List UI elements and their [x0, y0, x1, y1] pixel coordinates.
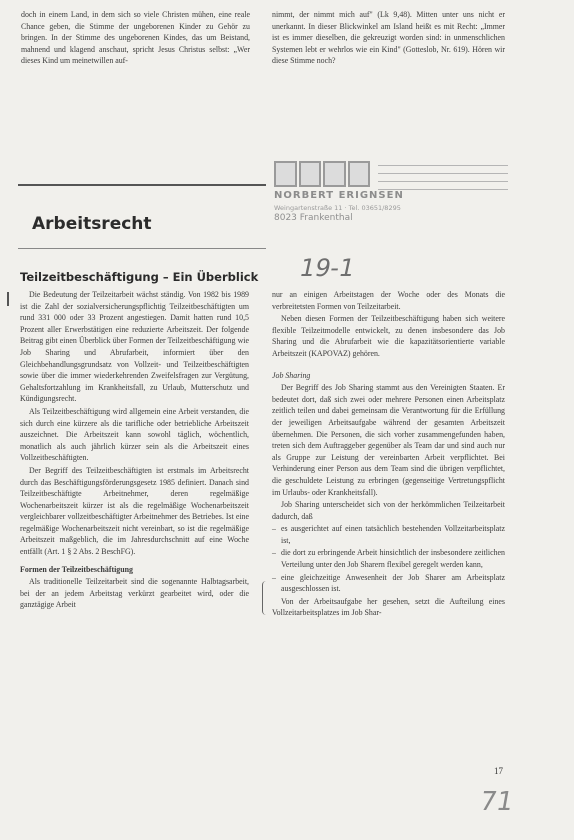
list-item: – es ausgerichtet auf einen tatsächlich bestehenden Vollzeitarbeitsplatz ist, — [272, 524, 505, 545]
handwritten-page-annotation: 71 — [477, 787, 516, 817]
paragraph: Als traditionelle Teilzeitarbeit sind die sogenannte Halbtagsarbeit, bei der an jedem Arbeitstag verkürzt gearbeitet wird, oder die ganztägige Arbeit — [20, 577, 249, 610]
stamp-name: NORBERT ERIGNSEN — [274, 190, 404, 201]
divider — [18, 248, 266, 249]
subheading: Formen der Teilzeitbeschäftigung — [20, 564, 133, 574]
paragraph: Von der Arbeitsaufgabe her gesehen, setzt die Aufteilung eines Vollzeitarbeitsplatzes im Job Shar- — [272, 596, 505, 618]
paragraph: nimmt, der nimmt mich auf" (Lk 9,48). Mitten unter uns nicht er unerkannt. In dieser Blickwinkel am Island heißt es mit Recht: „Immer ist es immer dieselben, die gekreuzigt worden sind: in unmenschlichen Systemen lebt er wehrlos wie ein Kind" (Gotteslob, Nr. 619). Hören wir diese Stimme noch? — [272, 10, 505, 66]
subheading: Job Sharing — [272, 370, 311, 380]
article-column-right — [272, 289, 505, 619]
list-item: – eine gleichzeitige Anwesenheit der Job Sharer am Arbeitsplatz ausgeschlossen ist. — [272, 572, 505, 594]
page-number: 17 — [494, 766, 503, 776]
section-title: Arbeitsrecht — [32, 214, 152, 234]
stamp-city: 8023 Frankenthal — [274, 213, 353, 223]
article-column-left — [20, 289, 249, 611]
paragraph: Der Begriff des Teilzeitbeschäftigten ist erstmals im Arbeitsrecht durch das Beschäftigungsförderungsgesetz 1985 definiert. Danach sind Teilzeitbeschäftigte Arbeitnehmer, deren regelmäßige Wochenarbeitszeit kürzer ist als die regelmäßige Wochenarbeitszeit vergleichbarer vollzeitbeschäftigter Arbeitnehmer des Betriebes. Ist eine regelmäßige Wochenarbeitszeit nicht vereinbart, so ist die regelmäßige Arbeitszeit maßgeblich, die im Jahresdurchschnitt auf eine Woche entfällt (Art. 1 § 2 Abs. 2 BeschFG). — [20, 465, 249, 557]
paragraph: Die Bedeutung der Teilzeitarbeit wächst ständig. Von 1982 bis 1989 ist die Zahl der sozialversicherungspflichtig Teilzeitbeschäftigten um rund 331 000 oder 33 Prozent angestiegen. Damit hatten rund 10,5 Prozent aller Erwerbstätigen eine reduzierte Arbeitszeit. Der folgende Beitrag gibt einen Überblick über Formen der Teilzeitbeschäftigung wie Job Sharing und Abrufarbeit, informiert über den Gleichbehandlungsgrundsatz von Vollzeit- und Teilzeitbeschäftigten sowie über die immer wiederkehrenden Zweifelsfragen zur Vergütung, Gehaltsfortzahlung im Krankheitsfall, zu Urlaub, Mutterschutz und Kündigungsrecht. — [20, 290, 249, 404]
stamp-logo — [274, 161, 370, 187]
address-stamp — [270, 157, 520, 227]
margin-bracket — [262, 581, 267, 615]
paragraph: nur an einigen Arbeitstagen der Woche oder des Monats die verbreitetsten Formen von Teilzeitarbeit. — [272, 290, 505, 311]
paragraph: Der Begriff des Job Sharing stammt aus den Vereinigten Staaten. Er bedeutet dort, daß sich zwei oder mehrere Personen einen Arbeitsplatz zeitlich teilen und dabei gemeinsam die Verantwortung für die Erfüllung der jeweiligen Arbeitsaufgabe während der gesamten Arbeitszeit übernehmen. Die Personen, die sich vorher zusammengefunden haben, treten sich dem Auftraggeber gegenüber als Team dar und sind auch nur als Gruppe zur Leistung der vereinbarten Arbeit verpflichtet. Bei Verhinderung einer Person aus dem Team sind die übrigen verpflichtet, die geschuldete Leistung zu erbringen (gegenseitige Vertretungspflicht im Urlaubs- oder Krankheitsfall). — [272, 383, 505, 497]
stamp-address: Weingartenstraße 11 · Tel. 03651/8295 — [274, 204, 401, 212]
paragraph: doch in einem Land, in dem sich so viele Christen mühen, eine reale Chance geben, die Stimme der ungeborenen Kinder zu Gehör zu bringen. In der Stimme des ungeborenen Kindes, das um Beistand, mahnend und klagend anschaut, spricht Jesus Christus selbst: „Wer dieses Kind um meinetwillen auf- — [21, 10, 250, 66]
paragraph: Neben diesen Formen der Teilzeitbeschäftigung haben sich weitere flexible Teilzeitmodelle entwickelt, zu denen insbesondere das Job Sharing und die Abrufarbeit wie die kapazitätsorientierte variable Arbeitszeit (KAPOVAZ) gehören. — [272, 314, 505, 358]
continued-text-left — [21, 9, 250, 67]
margin-mark — [7, 292, 9, 306]
section-header — [18, 184, 268, 252]
article-title: Teilzeitbeschäftigung – Ein Überblick — [20, 270, 259, 284]
divider — [18, 184, 266, 186]
stamp-faint-lines — [378, 160, 508, 192]
paragraph: Als Teilzeitbeschäftigung wird allgemein eine Arbeit verstanden, die sich durch eine kürzere als die tarifliche oder betriebliche Arbeitszeit auszeichnet. Die Arbeitszeit kann sowohl täglich, wöchentlich, monatlich als auch jährlich kürzer sein als die Arbeitszeit eines Vollzeitbeschäftigten. — [20, 406, 249, 463]
list-item: – die dort zu erbringende Arbeit hinsichtlich der insbesondere zeitlichen Verteilung unter den Job Sharern flexibel geregelt werden kann, — [272, 548, 505, 570]
continued-text-right — [272, 9, 505, 67]
paragraph: Job Sharing unterscheidet sich von der herkömmlichen Teilzeitarbeit dadurch, daß — [272, 500, 505, 521]
handwritten-mark: 19-1 — [297, 254, 358, 282]
